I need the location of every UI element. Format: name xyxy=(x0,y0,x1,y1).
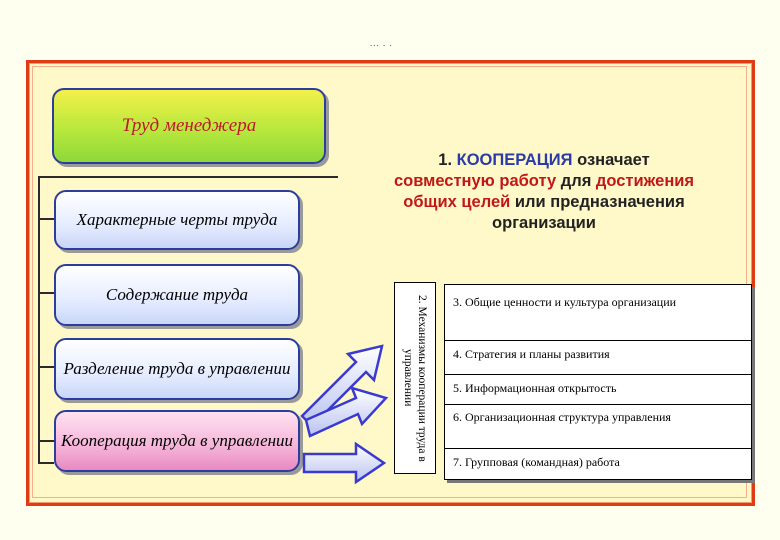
list-item-label: 6. Организационная структура управления xyxy=(453,410,671,424)
box-labor-division-label: Разделение труда в управлении xyxy=(63,359,291,378)
definition-verb: означает xyxy=(572,151,650,169)
list-item-label: 5. Информационная открытость xyxy=(453,381,617,395)
mechanisms-vertical-box xyxy=(394,282,436,474)
list-item xyxy=(445,375,751,405)
definition-for: для xyxy=(556,172,592,190)
list-item-label: 3. Общие ценности и культура организации xyxy=(453,295,677,309)
arrow-right-icon xyxy=(304,444,384,482)
title-label: Труд менеджера xyxy=(121,115,257,136)
list-item xyxy=(445,341,751,375)
definition-number: 1. xyxy=(438,151,457,169)
definition-joint-work: совместную работу xyxy=(393,172,557,190)
box-characteristic-features-label: Характерные черты труда xyxy=(76,210,278,229)
list-item-label: 7. Групповая (командная) работа xyxy=(453,455,620,469)
box-labor-cooperation-label: Кооперация труда в управлении xyxy=(60,431,294,450)
definition-purpose: или предназначения организации xyxy=(492,193,685,232)
list-item xyxy=(445,405,751,449)
definition-term: КООПЕРАЦИЯ xyxy=(456,151,573,169)
definition-common-goals: достижения общих целей xyxy=(403,172,695,211)
mechanisms-label: 2. Механизмы кооперации труда в управлении xyxy=(402,294,428,462)
mechanisms-list xyxy=(444,284,752,480)
list-item xyxy=(445,449,751,479)
list-item xyxy=(445,285,751,341)
box-labor-content-label: Содержание труда xyxy=(105,285,249,304)
page-header-dots: ... . . xyxy=(370,38,393,48)
list-item-label: 4. Стратегия и планы развития xyxy=(453,347,610,361)
